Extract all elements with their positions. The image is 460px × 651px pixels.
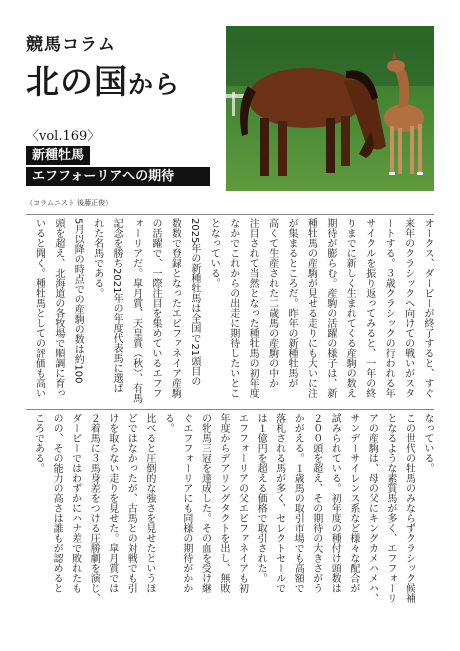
article-body-lower: [26, 413, 434, 633]
text-line: 数数で登録となったエピファネイア産駒: [169, 218, 181, 398]
mare-and-foal-photo: [226, 26, 434, 191]
text-line: 記念を勝ち2021年の年度代表馬に選ば: [111, 218, 123, 394]
text-line: 来年のクラシックへ向けての戦いがスタ: [402, 218, 414, 398]
text-line: 落札される馬が多く、セレクトセールで: [273, 413, 285, 593]
text-line: 種牡馬の産駒が見せる走りにも大いに注: [305, 218, 317, 398]
text-line: 年度からデアリングタクトを出し、無敗: [218, 413, 229, 593]
text-line: る。: [162, 413, 174, 433]
text-line: れた名馬である。: [91, 218, 103, 298]
text-line: アの産駒は、母の父にキングカメハメハ、: [366, 413, 378, 603]
column-title-tail: から: [128, 70, 181, 99]
text-line: ぐエフフォーリアにも同様の期待がかか: [180, 413, 192, 593]
columnist-credit: （コラムニスト 後藤正俊）: [26, 199, 113, 207]
text-line: が集まるところだ。昨年の新種牡馬が: [286, 218, 297, 388]
text-line: のの、その能力の高さは誰もが認めると: [51, 413, 63, 593]
text-line: エフフォーリアの父エピファネイアも初: [236, 413, 248, 593]
text-line: となるような素質馬が多く、エフフォーリ: [384, 413, 396, 603]
divider-top: [26, 214, 434, 215]
text-line: かがえる。１歳馬の取引市場でも高額で: [292, 413, 304, 593]
text-line: 5月以降の時点での産駒の数は約100: [72, 218, 84, 384]
text-line: 試みられている。初年度の種付け頭数は: [329, 413, 341, 593]
column-header: [26, 34, 216, 105]
text-line: は１億円を超える価格で取引された。: [255, 413, 267, 583]
text-line: の牝馬三冠を達成した。その血を受け継: [199, 413, 211, 593]
text-line: の活躍で、一際注目を集めているエフフ: [150, 218, 161, 398]
text-line: ころである。: [32, 413, 44, 473]
text-line: ートする。３歳クラシックの行われる年: [383, 218, 395, 398]
text-line: ２着馬に３馬身差をつける圧勝劇を演じ、: [88, 413, 100, 603]
text-line: いると聞く。種牡馬としての評価も高い: [33, 218, 45, 398]
text-line: サイクルを振り返ってみると、一年の終: [363, 218, 375, 398]
text-line: なっている。: [422, 413, 433, 473]
text-line: けを取らない走りを見せた。皐月賞では: [106, 413, 118, 593]
volume-number: 〈vol.169〉: [26, 129, 101, 144]
column-title: [26, 62, 216, 105]
subtitle-band-2: エフフォーリアへの期待: [26, 167, 210, 186]
text-line: となっている。: [208, 218, 220, 288]
text-line: ォーリアだ。皐月賞、天皇賞（秋）、有馬: [130, 218, 142, 403]
text-line: 注目されて当然となった種牡馬の初年度: [247, 218, 259, 398]
divider-middle: [26, 409, 434, 410]
text-line: 高くて生産された二歳馬の産駒の中か: [266, 218, 278, 388]
series-label: 競馬コラム: [26, 35, 116, 55]
text-line: サンデーサイレンス系など様々な配合が: [347, 413, 359, 593]
text-line: 期待が膨らむ。産駒の活躍の様子は、新: [324, 218, 336, 398]
text-line: この世代の牡馬のみならずクラシック候補: [403, 413, 415, 603]
photo-illustration: [226, 26, 434, 191]
subtitle-band-1: 新種牡馬: [26, 146, 90, 165]
article-body-upper: [26, 218, 434, 404]
text-line: どではなかったが、古馬との対戦でも引: [125, 413, 137, 593]
text-line: オークス、ダービーが終了すると、すぐ: [422, 218, 433, 398]
text-line: 比べると圧倒的な強さを見せたというほ: [143, 413, 155, 593]
text-line: なかでこれからの出走に期待したいとこ: [227, 218, 239, 398]
column-title-main: 北の国: [26, 62, 128, 101]
text-line: 2025年の新種牡馬は全国で21頭目の: [188, 218, 200, 387]
text-line: 頭を超え、北海道の各牧場で順調に育っ: [52, 218, 64, 398]
text-line: ダービーではわずかにハナ差で敗れたも: [69, 413, 81, 593]
text-line: りまでに新しく生まれてくる産駒の数え: [344, 218, 356, 398]
text-line: ２００頭を超え、その期待の大きさがう: [310, 413, 322, 593]
